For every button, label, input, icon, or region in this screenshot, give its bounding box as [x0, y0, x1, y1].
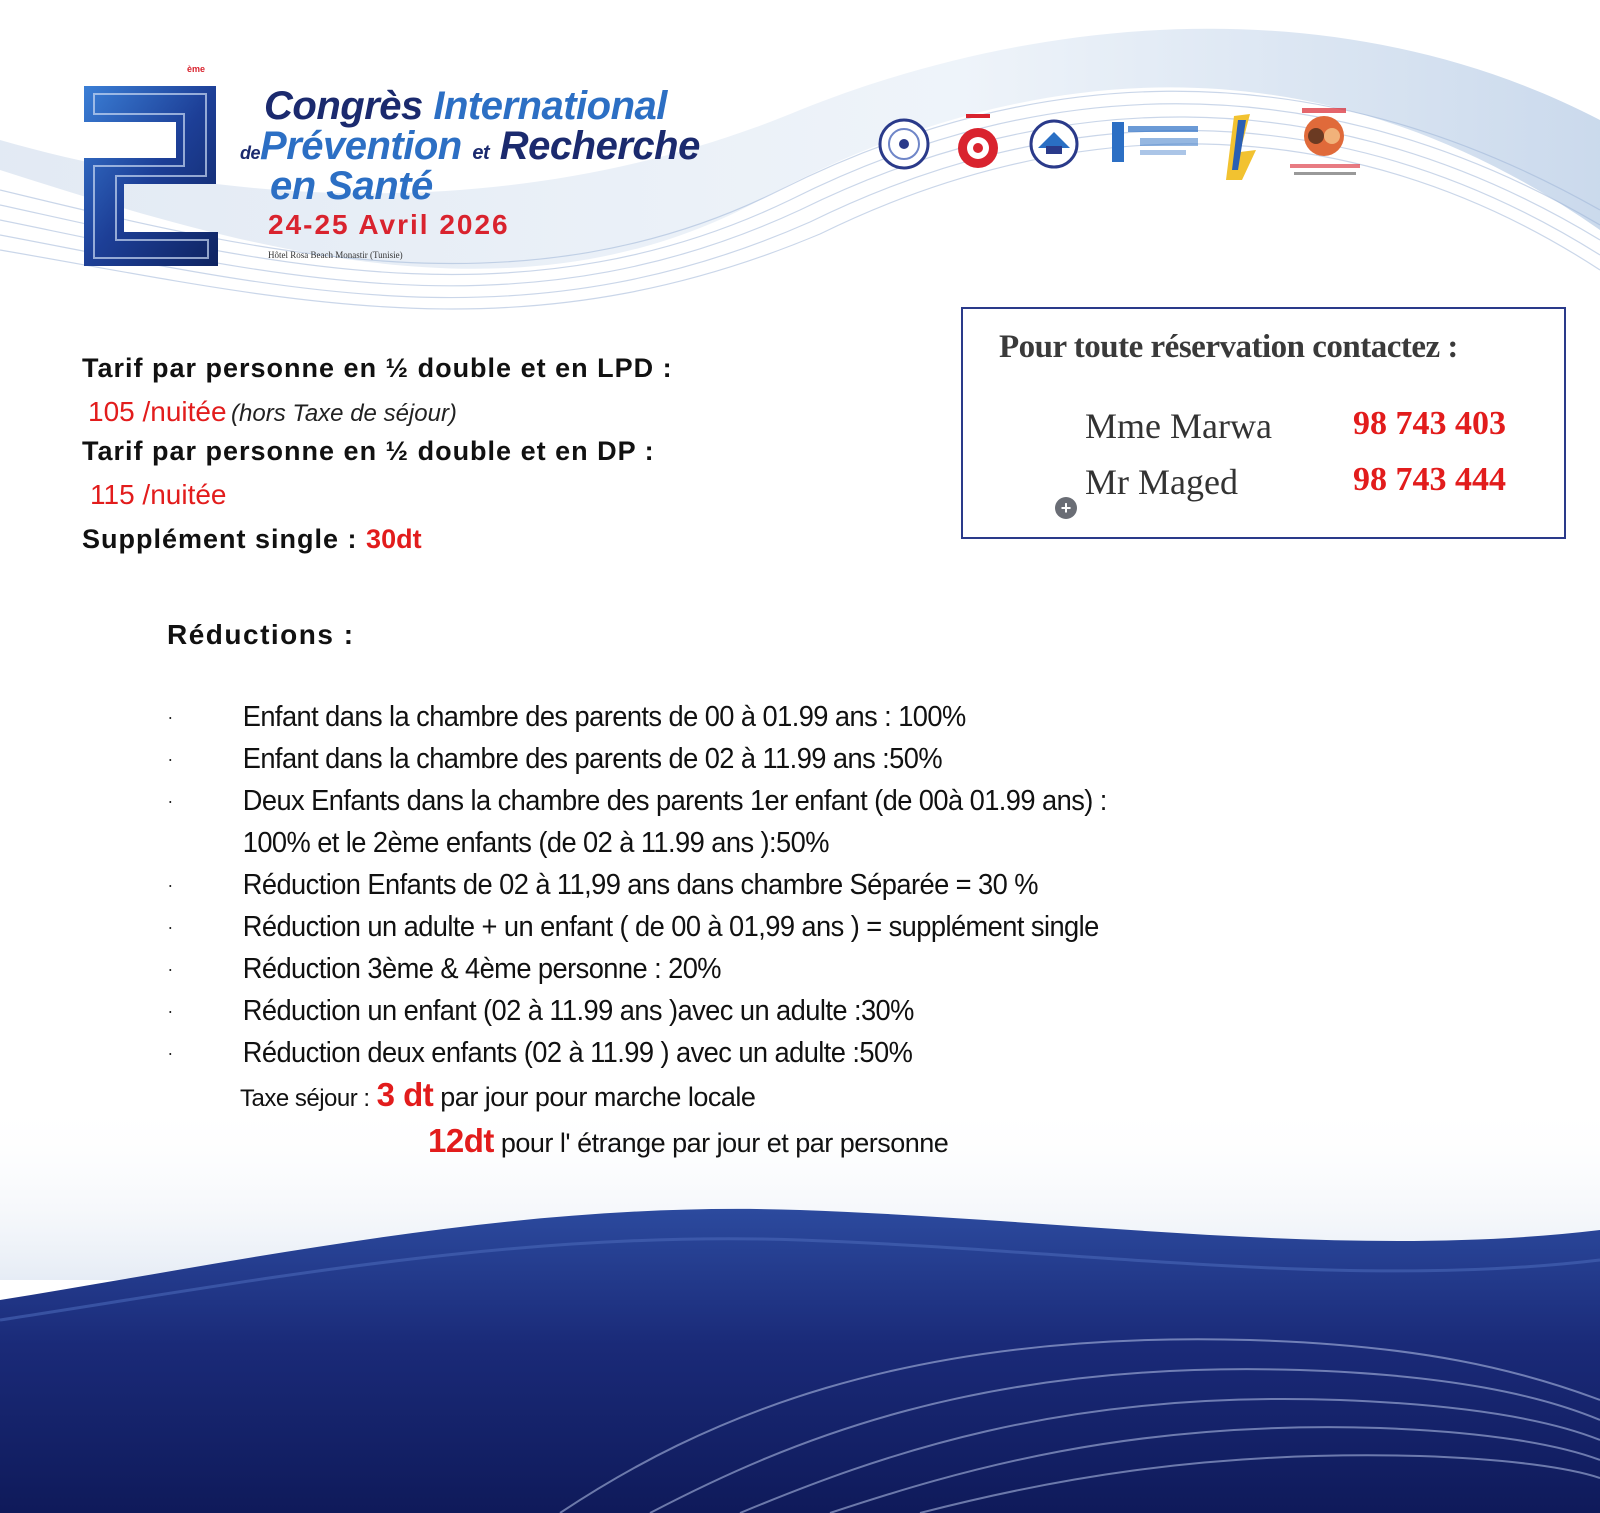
partner-logos — [878, 108, 1408, 188]
tourist-tax-label: Taxe séjour : — [240, 1085, 370, 1112]
tariff-dp-price-row — [90, 479, 227, 511]
partner-logo-6-icon — [1290, 108, 1360, 175]
congress-logo-number — [80, 84, 222, 268]
list-item — [160, 906, 1288, 948]
list-item — [160, 864, 1288, 906]
reduction-text: Réduction un adulte + un enfant ( de 00 à 01,99 ans ) = supplément single — [242, 911, 1099, 943]
reductions-list — [160, 696, 1360, 1074]
title-word-international: International — [433, 84, 667, 128]
congress-title-line2 — [240, 124, 700, 169]
tariff-dp-label: Tarif par personne en ½ double et en DP : — [82, 436, 655, 466]
edition-superscript: ème — [187, 64, 206, 74]
add-circle-icon[interactable]: + — [1055, 497, 1077, 519]
tourist-tax-foreign — [428, 1122, 948, 1160]
reduction-text: Enfant dans la chambre des parents de 02 à 11.99 ans :50% — [242, 743, 943, 775]
contact-title: Pour toute réservation contactez : — [999, 329, 1458, 365]
bullet-icon: · — [167, 875, 173, 895]
title-word-recherche: Recherche — [499, 124, 700, 168]
congress-date: 24-25 Avril 2026 — [268, 209, 510, 240]
bullet-icon: · — [167, 917, 173, 937]
list-item — [160, 696, 1288, 738]
bullet-icon: · — [167, 1001, 173, 1021]
contact-phone-2[interactable]: 98 743 444 — [1353, 461, 1506, 498]
bullet-icon: · — [167, 1043, 173, 1063]
title-word-et: et — [472, 142, 490, 164]
reductions-title: Réductions : — [167, 619, 355, 650]
reduction-text: 100% et le 2ème enfants (de 02 à 11.99 ans ):50% — [242, 827, 829, 859]
list-item — [160, 948, 1288, 990]
supplement-single — [82, 524, 422, 555]
congress-venue: Hôtel Rosa Beach Monastir (Tunisie) — [268, 250, 403, 260]
title-word-de: de — [240, 143, 261, 163]
tourist-tax-local-value: 3 dt — [376, 1076, 434, 1113]
tourist-tax-foreign-value: 12dt — [428, 1122, 494, 1159]
reduction-text: Deux Enfants dans la chambre des parents 1er enfant (de 00à 01.99 ans) : — [242, 785, 1107, 817]
list-item — [160, 990, 1288, 1032]
tariff-lpd-price: 105 /nuitée — [88, 396, 227, 427]
tariff-lpd-note: (hors Taxe de séjour) — [231, 400, 457, 427]
supplement-value: 30dt — [366, 524, 422, 554]
partner-logo-4-icon — [1112, 122, 1198, 162]
title-word-prevention: Prévention — [260, 124, 462, 168]
congress-title-line3: en Santé — [270, 164, 433, 208]
supplement-label: Supplément single : — [82, 524, 358, 554]
tourist-tax-local — [240, 1076, 755, 1114]
tourist-tax-foreign-text: pour l' étrange par jour et par personne — [500, 1128, 949, 1158]
bullet-icon: · — [167, 749, 173, 769]
partner-logo-5-icon — [1226, 114, 1256, 180]
tourist-tax-local-text: par jour pour marche locale — [440, 1082, 756, 1112]
contact-name-1: Mme Marwa — [1085, 406, 1272, 446]
bullet-icon: · — [167, 959, 173, 979]
tariff-lpd-label: Tarif par personne en ½ double et en LPD : — [82, 353, 673, 383]
contact-name-2: Mr Maged — [1085, 462, 1238, 502]
congress-title-line1 — [264, 84, 667, 129]
reduction-text: Réduction 3ème & 4ème personne : 20% — [242, 953, 721, 985]
reduction-text: Réduction un enfant (02 à 11.99 ans )avec un adulte :30% — [242, 995, 914, 1027]
bullet-icon: · — [167, 791, 173, 811]
list-item-continuation — [160, 822, 1288, 864]
tariff-dp-price: 115 /nuitée — [90, 479, 227, 510]
list-item — [160, 1032, 1288, 1074]
reduction-text: Réduction deux enfants (02 à 11.99 ) avec un adulte :50% — [242, 1037, 913, 1069]
partner-logo-1-icon — [880, 120, 928, 168]
reduction-text: Réduction Enfants de 02 à 11,99 ans dans chambre Séparée = 30 % — [242, 869, 1038, 901]
tariff-lpd-price-row — [88, 396, 457, 428]
contact-phone-1[interactable]: 98 743 403 — [1353, 405, 1506, 442]
reservation-contact-box — [961, 307, 1566, 539]
partner-logo-3-icon — [1031, 121, 1077, 167]
title-word-congres: Congrès — [264, 84, 423, 128]
list-item — [160, 780, 1288, 822]
list-item — [160, 738, 1288, 780]
partner-logo-2-icon — [958, 114, 998, 168]
reduction-text: Enfant dans la chambre des parents de 00 à 01.99 ans : 100% — [242, 701, 966, 733]
bullet-icon: · — [167, 707, 173, 727]
